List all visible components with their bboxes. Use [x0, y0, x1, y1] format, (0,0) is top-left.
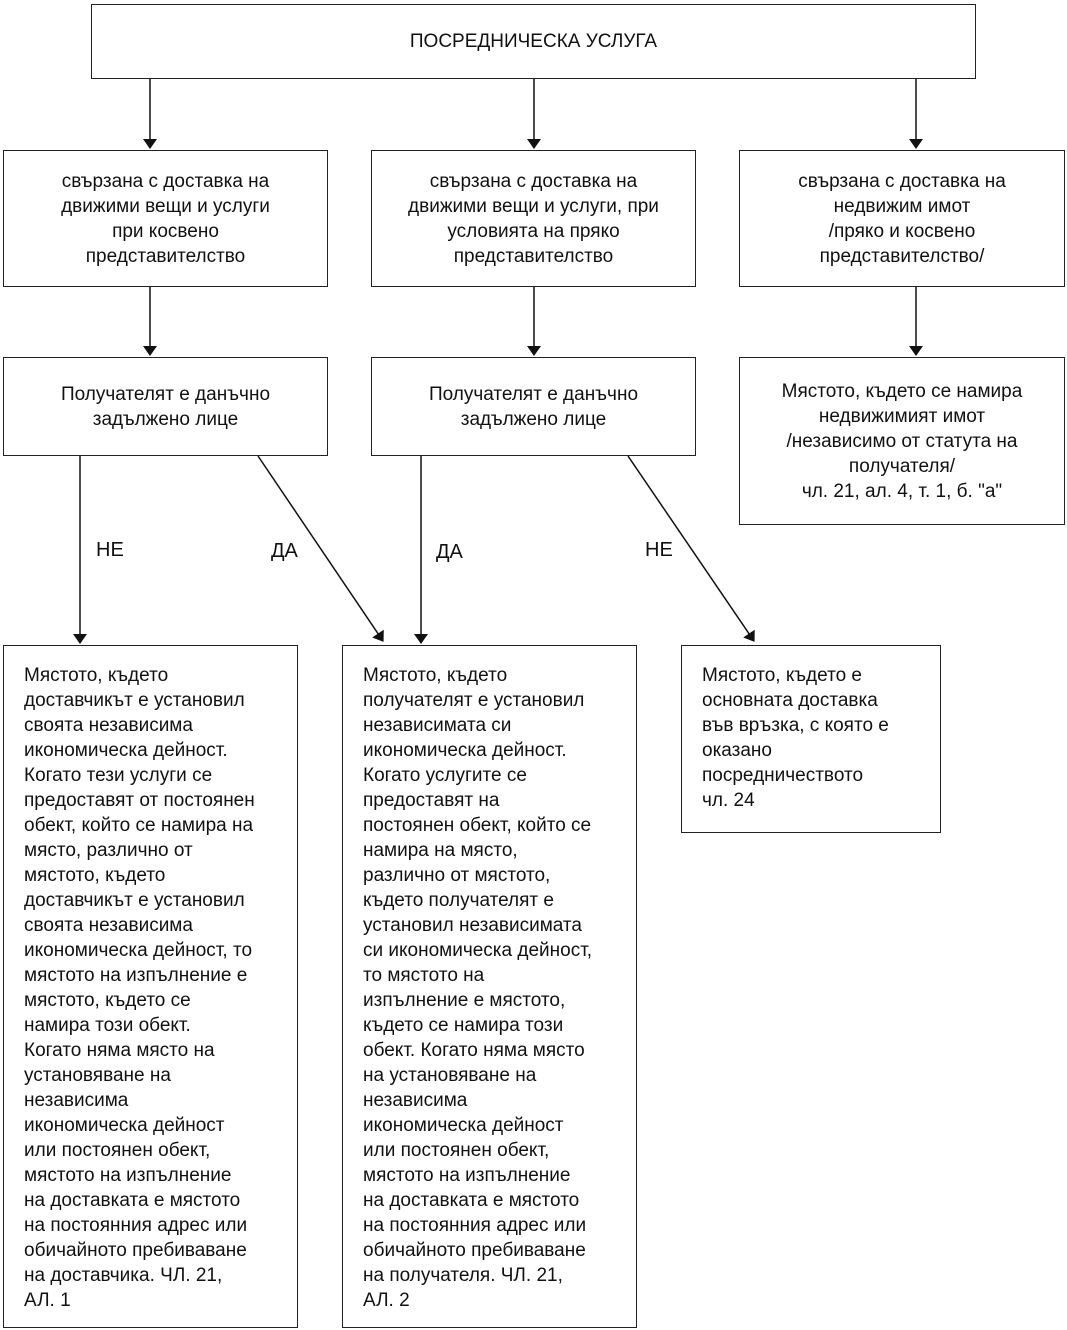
- result-1-line: мястото на изпълнение: [24, 1165, 232, 1186]
- result-1-line: установяване на: [24, 1065, 171, 1086]
- result-2-line: различно от мястото,: [363, 865, 551, 886]
- category-2-line: представителство: [453, 245, 614, 267]
- title-box: [91, 4, 976, 79]
- result-box-supplier: [3, 645, 298, 1328]
- result-1-line: своята независима: [24, 715, 193, 736]
- result-1-line: Когато тези услуги се: [24, 765, 213, 786]
- property-result-line: /независимо от статута на: [786, 430, 1018, 452]
- property-result-line: Мястото, където се намира: [781, 380, 1023, 402]
- result-1-line: Мястото, където: [24, 665, 169, 686]
- edge-label-no-left: НЕ: [96, 539, 124, 561]
- question-2-line: Получателят е данъчно: [428, 383, 639, 405]
- result-3-line: основната доставка: [702, 690, 878, 711]
- category-2-line: движими вещи и услуги, при: [408, 195, 659, 217]
- category-2-line: условията на пряко: [447, 220, 620, 242]
- category-3-line: свързана с доставка на: [798, 170, 1006, 192]
- result-2-line: на доставката е мястото: [363, 1190, 580, 1211]
- result-2-line: където се намира този: [363, 1015, 564, 1036]
- result-1-line: доставчикът е установил: [24, 690, 245, 711]
- result-3-line: във връзка, с която е: [702, 715, 889, 736]
- property-result-line: получателя/: [848, 455, 956, 477]
- result-2-line: намира на място,: [363, 840, 518, 861]
- category-box-real-estate: [739, 150, 1065, 287]
- category-3-line: недвижим имот: [833, 195, 971, 217]
- result-1-line: доставчикът е установил: [24, 890, 245, 911]
- category-3-line: представителство/: [819, 245, 985, 267]
- result-2-line: обичайното пребиваване: [363, 1240, 586, 1261]
- category-3-line: /пряко и косвено: [828, 220, 976, 242]
- category-1-line: свързана с доставка на: [61, 170, 270, 192]
- result-3-line: оказано: [702, 740, 772, 761]
- result-1-line: икономическа дейност.: [24, 740, 228, 761]
- result-2-line: Мястото, където: [363, 665, 508, 686]
- category-1-line: движими вещи и услуги: [61, 195, 270, 217]
- result-3-line: чл. 24: [702, 790, 755, 811]
- result-1-line: Когато няма място на: [24, 1040, 215, 1061]
- category-1-line: представителство: [85, 245, 246, 267]
- result-1-line: или постоянен обект,: [24, 1140, 211, 1161]
- result-1-line: предоставят от постоянен: [24, 790, 255, 811]
- result-2-line: на постоянния адрес или: [363, 1215, 587, 1236]
- result-1-line: място, различно от: [24, 840, 193, 861]
- result-2-line: постоянен обект, който се: [363, 815, 592, 836]
- question-2-line: задължено лице: [460, 408, 607, 430]
- result-2-line: икономическа дейност: [363, 1115, 564, 1136]
- category-1-line: при косвено: [112, 220, 219, 242]
- result-box-main-supply: [681, 645, 941, 833]
- result-2-line: на получателя. ЧЛ. 21,: [363, 1265, 563, 1286]
- result-1-line: своята независима: [24, 915, 193, 936]
- title-text: ПОСРЕДНИЧЕСКА УСЛУГА: [409, 31, 658, 52]
- category-2-line: свързана с доставка на: [429, 170, 638, 192]
- result-1-line: мястото, където: [24, 865, 166, 886]
- result-2-line: независимата си: [363, 715, 512, 736]
- result-2-line: или постоянен обект,: [363, 1140, 550, 1161]
- category-box-movable-direct: [371, 150, 696, 287]
- result-1-line: намира този обект.: [24, 1015, 191, 1036]
- result-3-line: Мястото, където е: [702, 665, 862, 686]
- result-1-line: АЛ. 1: [24, 1290, 71, 1311]
- result-2-line: АЛ. 2: [363, 1290, 410, 1311]
- result-box-recipient: [342, 645, 637, 1328]
- result-2-line: установил независимата: [363, 915, 582, 936]
- result-1-line: независима: [24, 1090, 129, 1111]
- property-result-line: чл. 21, ал. 4, т. 1, б. "а": [801, 480, 1003, 502]
- result-1-line: икономическа дейност, то: [24, 940, 253, 961]
- result-1-line: обичайното пребиваване: [24, 1240, 247, 1261]
- result-1-line: мястото на изпълнение е: [24, 965, 248, 986]
- result-2-line: си икономическа дейност,: [363, 940, 593, 961]
- result-2-line: на установяване на: [363, 1065, 537, 1086]
- result-2-line: независима: [363, 1090, 468, 1111]
- result-1-line: на доставчика. ЧЛ. 21,: [24, 1265, 223, 1286]
- result-1-line: на доставката е мястото: [24, 1190, 241, 1211]
- result-1-line: обект, който се намира на: [24, 815, 254, 836]
- property-result-line: недвижимият имот: [818, 405, 986, 427]
- result-2-line: Когато услугите се: [363, 765, 527, 786]
- question-box-1: [3, 357, 328, 456]
- result-3-line: посредничеството: [702, 765, 864, 786]
- result-2-line: получателят е установил: [363, 690, 585, 711]
- result-2-line: икономическа дейност.: [363, 740, 567, 761]
- property-result-box: [739, 357, 1065, 525]
- result-2-line: то мястото на: [363, 965, 485, 986]
- result-1-line: икономическа дейност: [24, 1115, 225, 1136]
- question-1-line: задължено лице: [92, 408, 239, 430]
- result-1-line: на постоянния адрес или: [24, 1215, 248, 1236]
- edge-label-no-right: НЕ: [645, 539, 673, 561]
- edge-label-yes-right: ДА: [436, 541, 463, 563]
- question-box-2: [371, 357, 696, 456]
- result-2-line: където получателят е: [363, 890, 554, 911]
- edge-label-yes-left: ДА: [271, 540, 298, 562]
- result-1-line: мястото, където се: [24, 990, 191, 1011]
- category-box-movable-indirect: [3, 150, 328, 287]
- result-2-line: мястото на изпълнение: [363, 1165, 571, 1186]
- result-2-line: предоставят на: [363, 790, 500, 811]
- result-2-line: обект. Когато няма място: [363, 1040, 585, 1061]
- result-2-line: изпълнение е мястото,: [363, 990, 566, 1011]
- question-1-line: Получателят е данъчно: [60, 383, 271, 405]
